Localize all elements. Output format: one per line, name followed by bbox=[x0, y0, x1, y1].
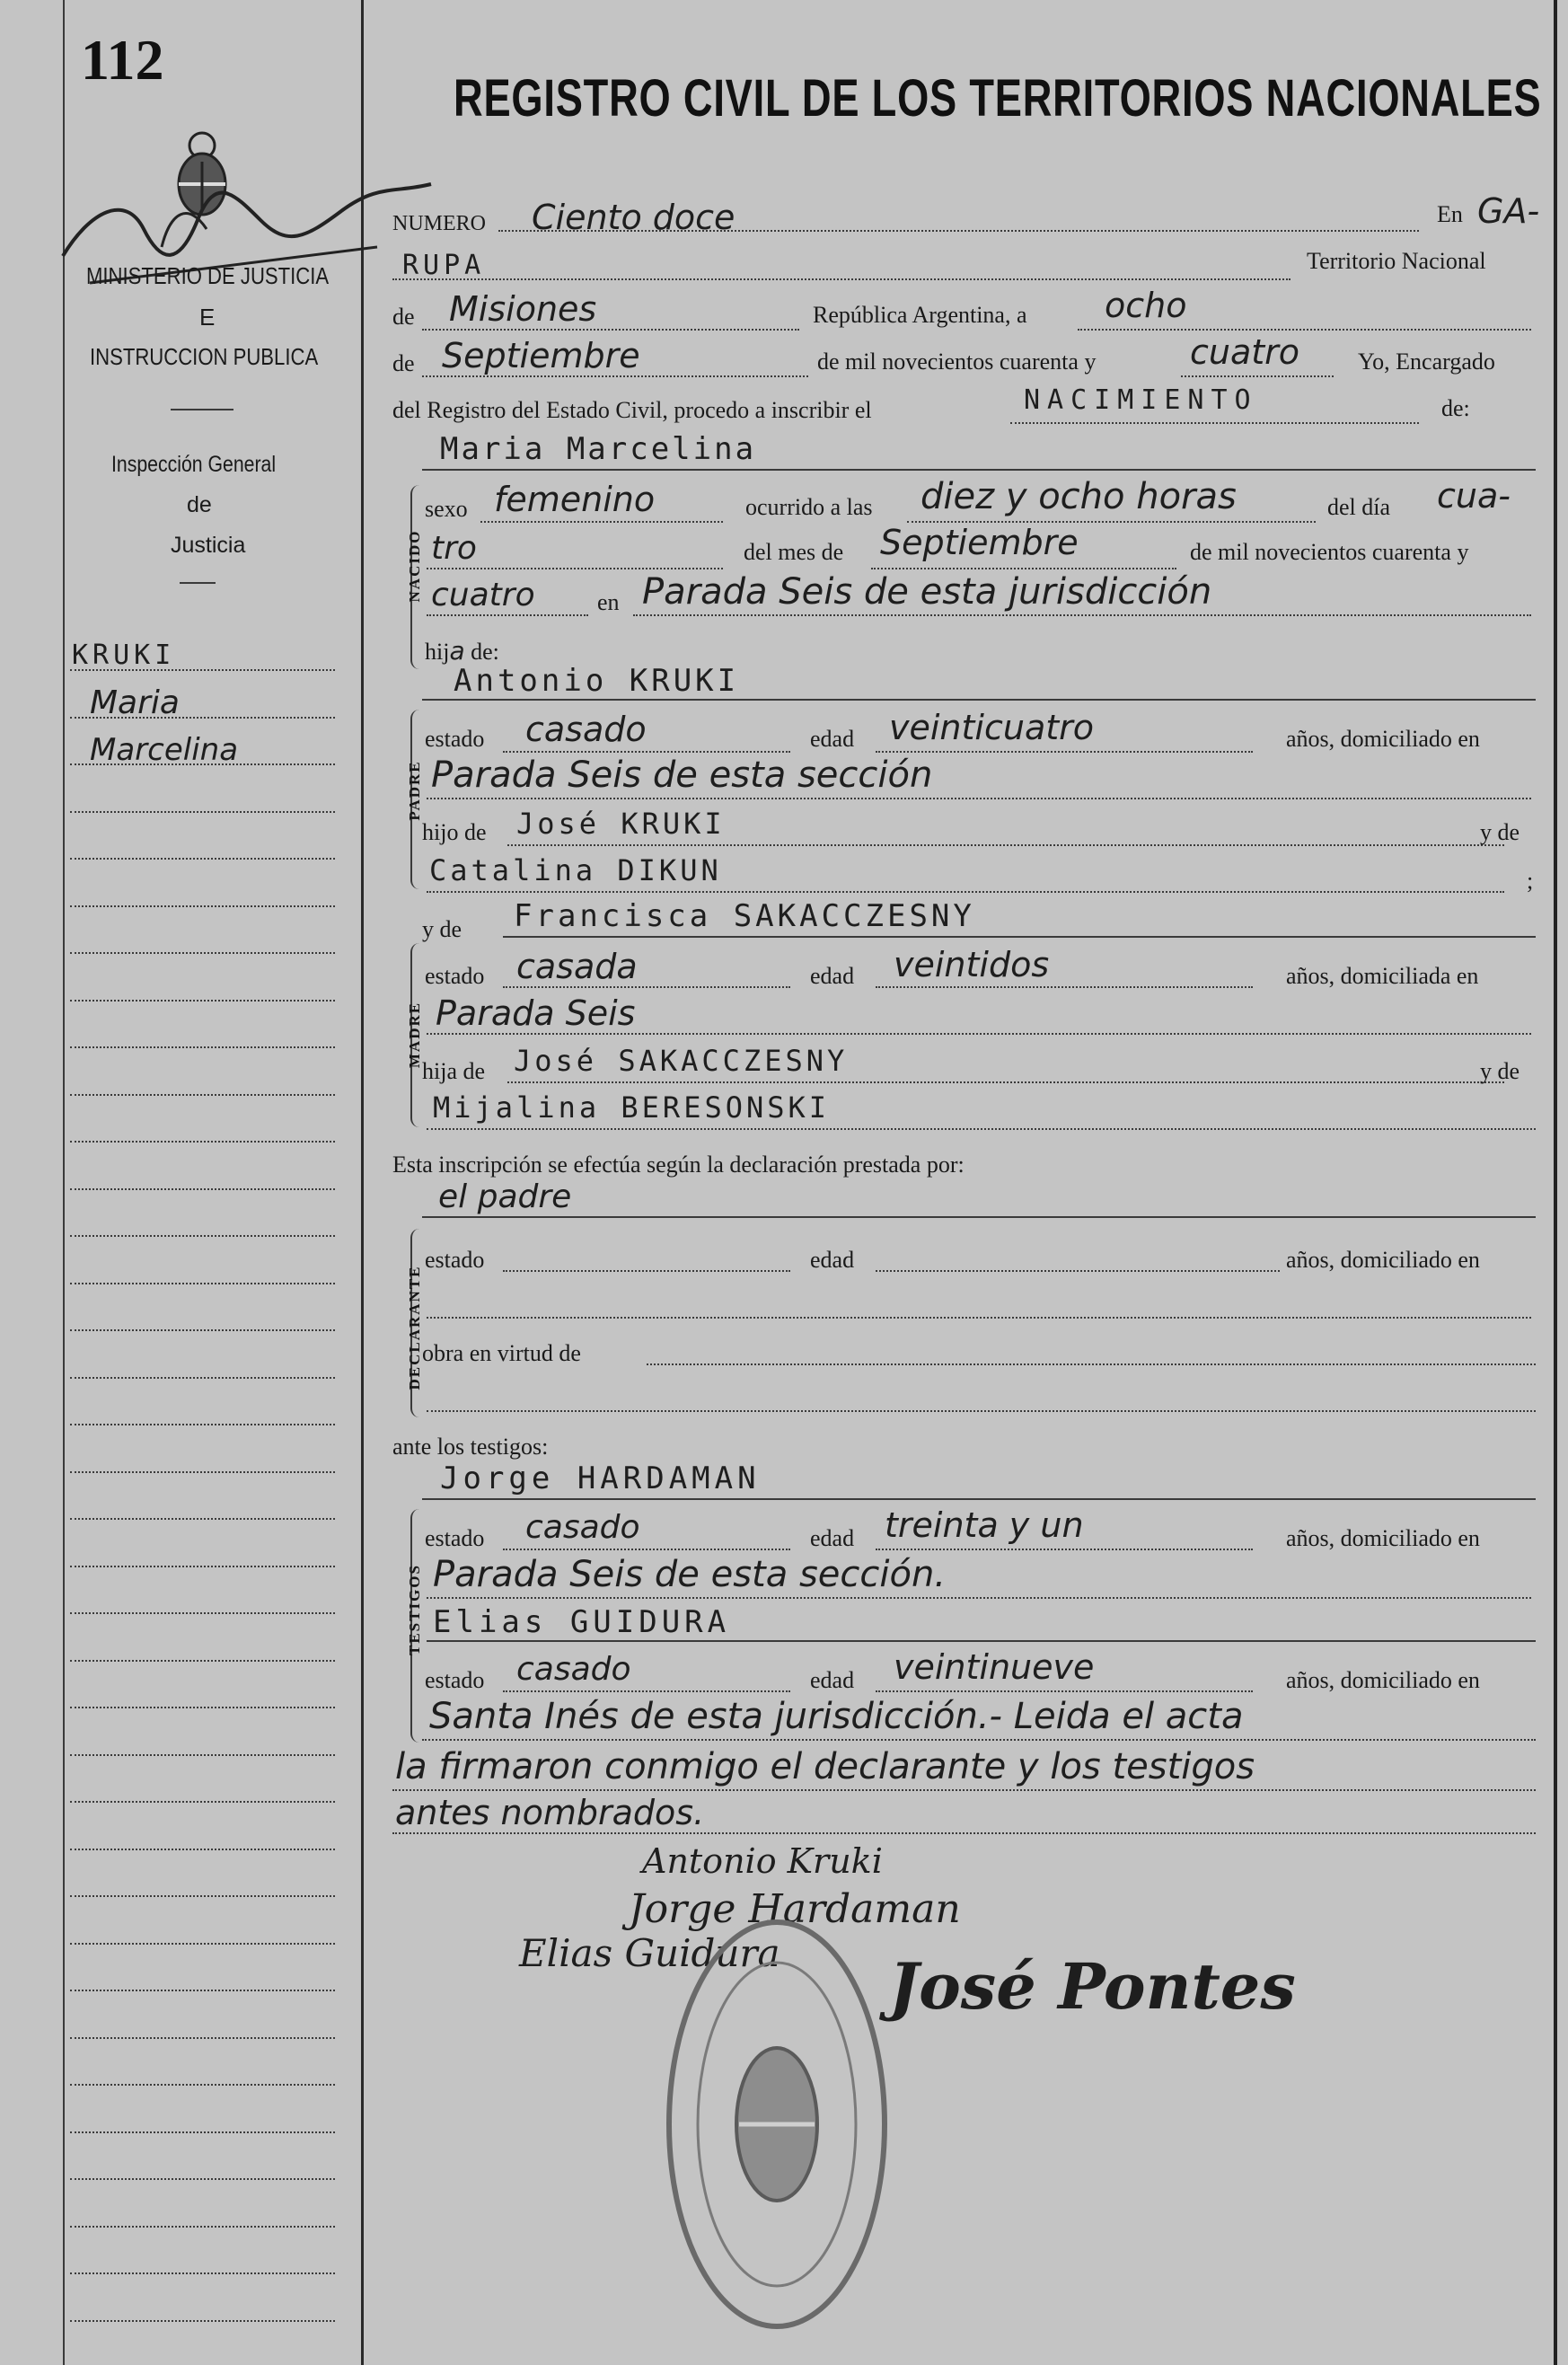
dia-line bbox=[427, 568, 723, 569]
padre-mother-of-line bbox=[427, 891, 1504, 893]
left-ruled-line bbox=[70, 1471, 335, 1473]
declarante-edad-label: edad bbox=[810, 1247, 855, 1273]
registro-label: del Registro del Estado Civil, procedo a inscribir el bbox=[392, 397, 872, 423]
left-ruled-line bbox=[70, 1188, 335, 1190]
de-colon-label: de: bbox=[1441, 395, 1470, 421]
madre-estado-label: estado bbox=[425, 963, 485, 989]
declarante-estado-line bbox=[503, 1270, 790, 1272]
padre-father-of-line bbox=[507, 844, 1504, 846]
padre-edad-value: veinticuatro bbox=[889, 708, 1094, 747]
signature-jorge: Jorge Hardaman bbox=[629, 1886, 961, 1932]
declarante-name: el padre bbox=[438, 1178, 572, 1215]
sexo-value: femenino bbox=[494, 480, 656, 519]
left-ruled-line bbox=[70, 2084, 335, 2086]
lugar-line bbox=[633, 614, 1531, 616]
de-label-2: de bbox=[392, 350, 415, 376]
madre-y-de: y de bbox=[1480, 1058, 1520, 1084]
territory-line bbox=[422, 329, 799, 331]
testigo-2-estado: casado bbox=[516, 1651, 631, 1688]
left-ruled-line bbox=[70, 2131, 335, 2133]
testigo-2-edad-line bbox=[876, 1690, 1253, 1692]
left-ruled-line bbox=[70, 1707, 335, 1708]
anio-label: de mil novecientos cuarenta y bbox=[1190, 539, 1469, 565]
folio-number: 112 bbox=[81, 28, 164, 92]
mes-label: del mes de bbox=[744, 539, 844, 565]
hijo-prefix: hij bbox=[425, 639, 450, 665]
padre-anos-label: años, domiciliado en bbox=[1286, 726, 1480, 752]
testigo-1-domicilio-line bbox=[427, 1597, 1531, 1599]
left-ruled-line bbox=[70, 858, 335, 860]
madre-edad-label: edad bbox=[810, 963, 855, 989]
margin-name-line-1: Maria bbox=[90, 684, 180, 721]
father-name-line bbox=[422, 699, 1536, 701]
left-ruled-line bbox=[70, 905, 335, 907]
child-name: Maria Marcelina bbox=[440, 431, 757, 467]
left-ruled-line bbox=[70, 1990, 335, 1991]
year-line bbox=[1181, 375, 1334, 377]
testigo-1-estado-line bbox=[503, 1549, 790, 1550]
madre-mother-of: Mijalina BERESONSKI bbox=[433, 1090, 831, 1125]
declarante-name-line bbox=[422, 1216, 1536, 1218]
left-ruled-line bbox=[70, 2037, 335, 2039]
testigos-section-label: TESTIGOS bbox=[406, 1564, 423, 1655]
sexo-line bbox=[480, 521, 723, 523]
madre-edad-line bbox=[876, 986, 1253, 988]
hijo-suffix: a bbox=[449, 636, 465, 666]
padre-estado-label: estado bbox=[425, 726, 485, 752]
left-ruled-line bbox=[70, 2272, 335, 2274]
madre-domicilio-line bbox=[427, 1033, 1531, 1035]
testigo-1-estado-label: estado bbox=[425, 1525, 485, 1551]
left-ruled-line bbox=[70, 1754, 335, 1756]
padre-y-de: y de bbox=[1480, 819, 1520, 845]
nacido-section-label: NACIDO bbox=[406, 529, 423, 603]
padre-mother-of: Catalina DIKUN bbox=[429, 853, 722, 887]
testigo-2-edad-label: edad bbox=[810, 1667, 855, 1693]
del-dia-label: del día bbox=[1327, 494, 1391, 520]
declarante-estado-label: estado bbox=[425, 1247, 485, 1273]
left-ruled-line bbox=[70, 2178, 335, 2180]
left-ruled-line bbox=[70, 1000, 335, 1002]
hora-value: diez y ocho horas bbox=[921, 476, 1237, 517]
signature-elias: Elias Guidura bbox=[519, 1931, 780, 1975]
year-label: de mil novecientos cuarenta y bbox=[817, 349, 1097, 375]
madre-section-label: MADRE bbox=[406, 1001, 423, 1069]
left-ruled-line bbox=[70, 1046, 335, 1048]
testigo-1-name: Jorge HARDAMAN bbox=[440, 1460, 761, 1496]
official-seal-icon bbox=[660, 1913, 894, 2335]
child-name-line bbox=[422, 469, 1536, 471]
hijo-de-label: de: bbox=[471, 639, 499, 665]
padre-hijo-de-label: hijo de bbox=[422, 819, 487, 845]
ocurrido-label: ocurrido a las bbox=[745, 494, 873, 520]
numero-line bbox=[498, 230, 1419, 232]
madre-domicilio: Parada Seis bbox=[436, 993, 636, 1033]
declarante-domicilio-line bbox=[427, 1317, 1531, 1319]
mes-line bbox=[871, 568, 1176, 569]
dia-part-2: tro bbox=[431, 530, 477, 567]
anio-line bbox=[427, 614, 588, 616]
territory-value: Misiones bbox=[449, 289, 597, 329]
madre-y-de-label: y de bbox=[422, 916, 462, 942]
declarante-edad-line bbox=[876, 1270, 1280, 1272]
mes-value: Septiembre bbox=[880, 523, 1079, 562]
margin-surname: KRUKI bbox=[72, 640, 176, 671]
left-ruled-line bbox=[70, 1424, 335, 1425]
testigo-2-edad: veintinueve bbox=[894, 1647, 1095, 1687]
inspection-line-3: Justicia bbox=[171, 533, 246, 558]
closing-line-2-rule bbox=[392, 1789, 1536, 1791]
left-ruled-line bbox=[70, 1141, 335, 1143]
territorio-label: Territorio Nacional bbox=[1307, 248, 1486, 274]
left-ruled-line bbox=[70, 1849, 335, 1850]
closing-line-2: la firmaron conmigo el declarante y los testigos bbox=[395, 1746, 1255, 1787]
left-ruled-line bbox=[70, 1566, 335, 1567]
lugar-value: Parada Seis de esta jurisdicción bbox=[642, 571, 1212, 613]
testigos-intro: ante los testigos: bbox=[392, 1434, 549, 1460]
republica-label: República Argentina, a bbox=[813, 302, 1027, 328]
act-type-line bbox=[1010, 422, 1419, 424]
madre-mother-of-line bbox=[427, 1128, 1536, 1130]
closing-line-3-rule bbox=[392, 1832, 1536, 1834]
father-name: Antonio KRUKI bbox=[454, 663, 740, 699]
left-margin-rule bbox=[63, 0, 65, 2365]
testigo-1-edad-line bbox=[876, 1549, 1253, 1550]
anio-value: cuatro bbox=[431, 577, 535, 613]
signature-antonio: Antonio Kruki bbox=[642, 1841, 883, 1881]
padre-estado-value: casado bbox=[525, 710, 647, 749]
testigo-1-anos-label: años, domiciliado en bbox=[1286, 1525, 1480, 1551]
padre-estado-line bbox=[503, 751, 790, 753]
testigo-2-name: Elias GUIDURA bbox=[433, 1604, 731, 1640]
padre-edad-label: edad bbox=[810, 726, 855, 752]
declarante-obra-label: obra en virtud de bbox=[422, 1340, 581, 1366]
ministry-line-2: E bbox=[199, 304, 216, 331]
padre-father-of: José KRUKI bbox=[516, 807, 726, 841]
left-ruled-line bbox=[70, 2320, 335, 2322]
month-value: Septiembre bbox=[442, 336, 640, 375]
left-ruled-line bbox=[70, 1377, 335, 1379]
mother-name: Francisca SAKACCZESNY bbox=[514, 898, 975, 934]
testigo-1-estado: casado bbox=[525, 1509, 640, 1546]
margin-name-line-2: Marcelina bbox=[90, 732, 239, 768]
left-ruled-line bbox=[70, 1329, 335, 1331]
madre-estado-line bbox=[503, 986, 790, 988]
testigo-1-edad-label: edad bbox=[810, 1525, 855, 1551]
left-ruled-line bbox=[70, 952, 335, 954]
numero-value: Ciento doce bbox=[532, 198, 736, 237]
testigo-2-domicilio-line bbox=[422, 1739, 1536, 1741]
month-line bbox=[422, 375, 808, 377]
mother-name-line bbox=[503, 936, 1536, 938]
year-value: cuatro bbox=[1190, 332, 1300, 372]
left-ruled-line bbox=[70, 811, 335, 813]
en-label: En bbox=[1437, 201, 1463, 227]
place-part-1: GA- bbox=[1477, 191, 1540, 231]
declarante-obra-line bbox=[647, 1363, 1536, 1365]
testigo-1-edad: treinta y un bbox=[885, 1505, 1084, 1545]
padre-domicilio-line bbox=[427, 798, 1531, 799]
inspection-divider bbox=[180, 582, 216, 584]
declarante-anos-label: años, domiciliado en bbox=[1286, 1247, 1480, 1273]
padre-semicolon: ; bbox=[1527, 868, 1534, 894]
numero-label: NUMERO bbox=[392, 212, 487, 235]
left-ruled-line bbox=[70, 717, 335, 719]
closing-line-3: antes nombrados. bbox=[395, 1793, 705, 1832]
testigo-2-anos-label: años, domiciliado en bbox=[1286, 1667, 1480, 1693]
act-type: NACIMIENTO bbox=[1024, 384, 1258, 416]
left-ruled-line bbox=[70, 1660, 335, 1662]
left-ruled-line bbox=[70, 1801, 335, 1803]
madre-edad-value: veintidos bbox=[894, 945, 1050, 984]
hijo-label bbox=[425, 636, 499, 666]
column-divider-rule bbox=[361, 0, 364, 2365]
left-ruled-line bbox=[70, 1283, 335, 1284]
ministry-line-3: INSTRUCCION PUBLICA bbox=[90, 343, 319, 370]
left-ruled-line bbox=[70, 1094, 335, 1096]
testigo-2-name-line bbox=[427, 1640, 1536, 1642]
left-ruled-line bbox=[70, 2226, 335, 2228]
declarante-extra-line bbox=[427, 1410, 1536, 1412]
left-ruled-line bbox=[70, 1612, 335, 1614]
left-ruled-line bbox=[70, 1518, 335, 1520]
day-value: ocho bbox=[1105, 286, 1187, 325]
padre-section-label: PADRE bbox=[406, 760, 423, 821]
madre-father-of: José SAKACCZESNY bbox=[514, 1044, 849, 1078]
left-ruled-line bbox=[70, 763, 335, 765]
testigo-2-estado-line bbox=[503, 1690, 790, 1692]
dia-part-1: cua- bbox=[1437, 476, 1511, 516]
padre-domicilio: Parada Seis de esta sección bbox=[431, 755, 933, 796]
place-part-2: RUPA bbox=[402, 250, 486, 281]
document-title: REGISTRO CIVIL DE LOS TERRITORIOS NACIONALES bbox=[454, 69, 1542, 128]
madre-anos-label: años, domiciliada en bbox=[1286, 963, 1479, 989]
left-ruled-line bbox=[70, 669, 335, 671]
madre-estado-value: casada bbox=[516, 947, 638, 986]
ministry-divider bbox=[171, 409, 233, 410]
signature-official: José Pontes bbox=[889, 1949, 1296, 2024]
declarante-section-label: DECLARANTE bbox=[406, 1265, 423, 1390]
testigo-1-name-line bbox=[422, 1498, 1536, 1500]
ministry-line-1: MINISTERIO DE JUSTICIA bbox=[86, 262, 330, 289]
right-edge-rule bbox=[1554, 0, 1557, 2365]
yo-label: Yo, Encargado bbox=[1358, 349, 1495, 375]
place-line bbox=[392, 278, 1291, 280]
testigo-2-estado-label: estado bbox=[425, 1667, 485, 1693]
inspection-line-1: Inspección General bbox=[111, 452, 277, 477]
inspection-line-2: de bbox=[187, 492, 212, 517]
testigo-1-domicilio: Parada Seis de esta sección. bbox=[433, 1554, 947, 1595]
declarante-intro: Esta inscripción se efectúa según la declaración prestada por: bbox=[392, 1152, 965, 1178]
en-label-nacido: en bbox=[597, 589, 620, 615]
left-ruled-line bbox=[70, 1895, 335, 1897]
left-ruled-line bbox=[70, 1943, 335, 1945]
madre-hija-de-label: hija de bbox=[422, 1058, 486, 1084]
testigo-2-domicilio: Santa Inés de esta jurisdicción.- Leida el acta bbox=[429, 1696, 1244, 1737]
day-line bbox=[1078, 329, 1531, 331]
de-label-1: de bbox=[392, 304, 415, 330]
padre-edad-line bbox=[876, 751, 1253, 753]
madre-father-of-line bbox=[507, 1081, 1504, 1083]
sexo-label: sexo bbox=[425, 496, 468, 522]
left-ruled-line bbox=[70, 1235, 335, 1237]
